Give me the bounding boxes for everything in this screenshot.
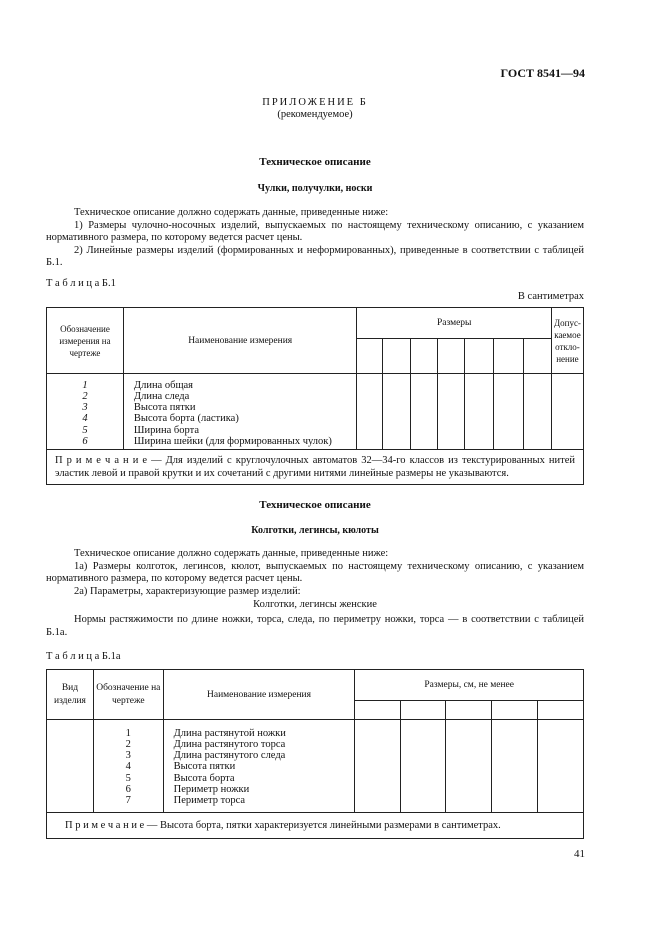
row-name: Длина растянутой ножки [173,727,286,739]
header-sizes: Размеры, см, не менее [355,670,584,701]
page-number: 41 [574,848,585,860]
table2-note: П р и м е ч а н и е — Высота борта, пятки характеризуется линейными размерами в сантиметрах. [47,813,584,839]
section1-text [46,207,584,270]
row-name: Высота борта [173,772,235,784]
paragraph: Техническое описание должно содержать данные, приведенные ниже: [74,548,389,559]
table-b1 [46,307,584,485]
table2-label: Т а б л и ц а Б.1а [46,651,121,662]
row-num: 7 [125,795,131,807]
norms-text: Нормы растяжимости по длине ножки, торса, следа, по периметру ножки, торса — в соответствии с таблицей Б.1а. [46,614,584,638]
row-num: 6 [82,435,88,447]
header-designation: Обозначение на чертеже [93,670,163,720]
section1-subtitle: Чулки, получулки, носки [257,183,373,194]
appendix-subtitle: (рекомендуемое) [277,109,353,120]
header-name: Наименование измерения [163,670,355,720]
paragraph: 2а) Параметры, характеризующие размер изделий: [74,585,301,597]
designation-column [93,728,163,813]
row-name: Высота борта (ластика) [133,413,239,425]
section1-title: Техническое описание [259,156,371,168]
standard-number: ГОСТ 8541—94 [500,66,585,80]
header-name: Наименование измерения [123,308,357,374]
table1-units: В сантиметрах [517,291,584,302]
row-num: 5 [125,772,131,784]
table1-note: П р и м е ч а н и е — Для изделий с круглочулочных автоматов 32—34-го классов из текстурированных нитей эластик левой и правой крутки и их сочетаний с другими нитями линейные размеры не указываются. [47,450,584,485]
row-name: Длина растянутого следа [173,750,286,762]
designation-column [47,380,124,450]
header-sizes: Размеры [357,308,551,339]
table-b1a [46,669,584,839]
row-name: Длина растянутого торса [173,738,286,750]
header-tolerance: Допус-каемое откло-нение [551,308,583,374]
row-num: 5 [82,424,88,436]
name-column [163,728,355,813]
group-title: Колготки, легинсы женские [253,599,377,610]
header-designation: Обозначение измерения на чертеже [47,308,124,374]
appendix-title: ПРИЛОЖЕНИЕ Б [262,97,368,108]
row-num: 3 [125,750,131,762]
section2-title: Техническое описание [259,499,371,511]
row-num: 2 [125,738,131,750]
row-name: Высота пятки [173,761,236,773]
row-name: Периметр торса [173,795,246,807]
row-name: Периметр ножки [173,783,250,795]
paragraph: 1а) Размеры колготок, легинсов, кюлот, выпускаемых по настоящему техническому описанию, с указанием нормативного размера, по которому ведется расчет цены. [46,560,584,584]
row-num: 1 [125,727,131,739]
row-name: Ширина борта [133,424,199,436]
table1-label: Т а б л и ц а Б.1 [46,278,116,289]
row-num: 3 [82,402,88,414]
paragraph: 2) Линейные размеры изделий (формированных и неформированных), приведенные в соответствии с таблицей Б.1. [46,244,584,268]
row-num: 1 [82,379,88,391]
name-column [123,380,357,450]
row-name: Ширина шейки (для формированных чулок) [133,435,332,447]
section2-text [46,548,584,598]
row-num: 6 [125,783,131,795]
row-num: 2 [82,390,88,402]
row-name: Высота пятки [133,402,196,414]
header-kind: Вид изделия [47,670,94,720]
row-name: Длина следа [133,390,190,402]
paragraph: Техническое описание должно содержать данные, приведенные ниже: [74,207,389,218]
row-name: Длина общая [133,379,194,391]
section2-subtitle: Колготки, легинсы, кюлоты [251,525,379,536]
paragraph: 1) Размеры чулочно-носочных изделий, выпускаемых по настоящему техническому описанию, с указанием нормативного размера, по которому ведется расчет цены. [46,219,584,243]
row-num: 4 [82,413,88,425]
row-num: 4 [125,761,131,773]
